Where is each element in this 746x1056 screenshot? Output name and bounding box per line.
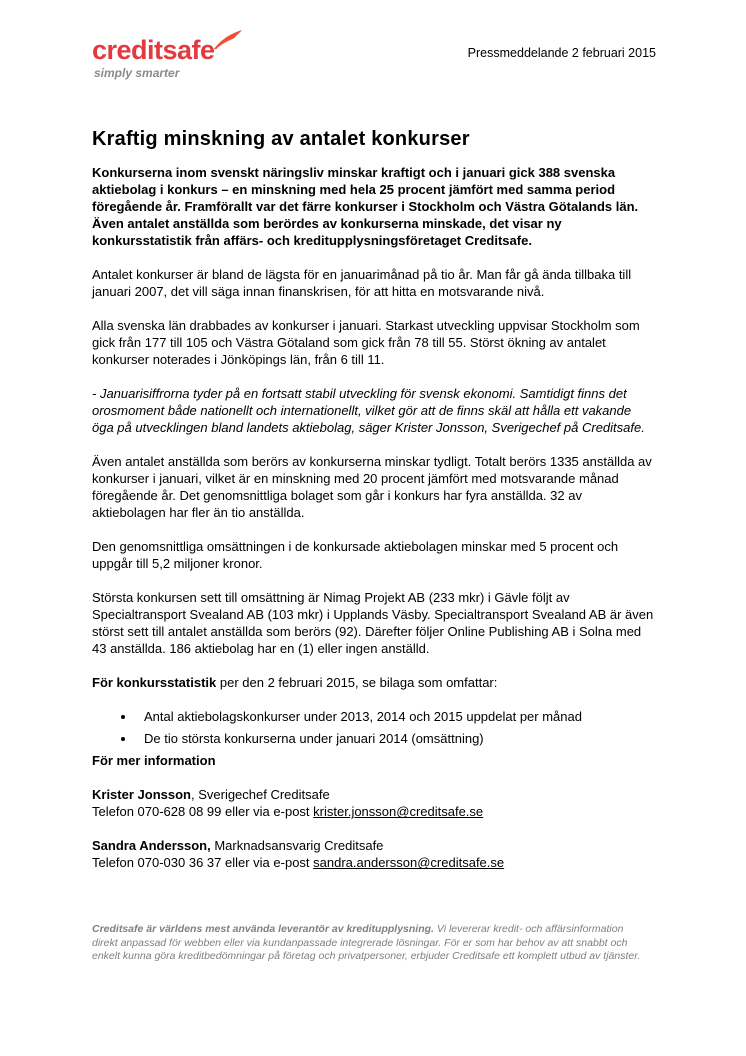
footer-regular-text: Vi levererar kredit- och affärsinformation direkt anpassad för webben eller via kundanpassade integrerade lösningar. För er som har behov av att snabbt och enkelt kunna göra kreditbedömningar på företag och privatpersoner, erbjuder Creditsafe ett komplett utbud av tjänster.: [92, 923, 641, 963]
paragraph-employees: Även antalet anställda som berörs av konkurserna minskar tydligt. Totalt berörs 1335 anställda av konkurser i januari, vilket är en minskning med 20 procent jämfört med motsvarande månad föregående år. Det genomsnittliga bolaget som går i konkurs har fyra anställda. 32 av aktiebolagen har fler än tio anställda.: [92, 454, 652, 521]
more-info-heading: För mer information: [92, 753, 216, 769]
paragraph-turnover: Den genomsnittliga omsättningen i de konkursade aktiebolagen minskar med 5 procent och uppgår till 5,2 miljoner kronor.: [92, 539, 619, 572]
lead-paragraph: Konkurserna inom svenskt näringsliv minskar kraftigt och i januari gick 388 svenska aktiebolag i konkurs – en minskning med hela 25 procent jämfört med samma period föregående år. Framförallt var det färre konkurser i Stockholm och Västra Götalands län. Även antalet anställda som berördes av konkurserna minskade, det visar ny konkursstatistik från affärs- och kreditupplysningsföretaget Creditsafe.: [92, 165, 639, 249]
footer-boilerplate: [92, 923, 652, 964]
contact-name: Sandra Andersson,: [92, 838, 211, 854]
logo-swoosh-icon: [213, 30, 243, 50]
paragraph-largest-bankruptcies: Största konkursen sett till omsättning är Nimag Projekt AB (233 mkr) i Gävle följt av Specialtransport Svealand AB (103 mkr) i Upplands Väsby. Specialtransport Svealand AB är även störst sett till antalet anställda som berörs (92). Därefter följer Online Publishing AB i Solna med 43 anställda. 186 aktiebolag har en (1) eller ingen anställd.: [92, 590, 654, 657]
footer-bold-text: Creditsafe är världens mest använda leverantör av kreditupplysning.: [92, 923, 434, 936]
contact-name: Krister Jonsson: [92, 787, 191, 803]
contact-krister: [92, 786, 656, 820]
page-title: Kraftig minskning av antalet konkurser: [92, 128, 470, 150]
press-release-date: Pressmeddelande 2 februari 2015: [467, 46, 656, 60]
email-link-krister[interactable]: krister.jonsson@creditsafe.se: [313, 804, 484, 820]
contact-sandra: [92, 837, 656, 871]
document-body: [92, 164, 656, 871]
statistics-intro: [92, 674, 656, 691]
contact-phone: Telefon 070-628 08 99 eller via e-post: [92, 804, 314, 820]
paragraph-county-stats: Alla svenska län drabbades av konkurser i januari. Starkast utveckling uppvisar Stockholm som gick från 177 till 105 och Västra Götaland som gick från 78 till 55. Störst ökning av antalet konkurser noterades i Jönköpings län, från 6 till 11.: [92, 318, 640, 368]
list-item: • Antal aktiebolagskonkurser under 2013, 2014 och 2015 uppdelat per månad: [136, 708, 656, 725]
logo-tagline: simply smarter: [94, 66, 180, 80]
contact-role: , Sverigechef Creditsafe: [190, 787, 330, 803]
email-link-sandra[interactable]: sandra.andersson@creditsafe.se: [313, 855, 505, 871]
logo-text: creditsafe: [92, 35, 215, 65]
creditsafe-logo: [92, 30, 243, 80]
statistics-intro-rest: per den 2 februari 2015, se bilaga som omfattar:: [216, 675, 498, 691]
paragraph-january-stats: Antalet konkurser är bland de lägsta för en januarimånad på tio år. Man får gå ända tillbaka till januari 2007, det vill säga innan finanskrisen, för att hitta en motsvarande nivå.: [92, 267, 632, 300]
header: [92, 30, 656, 80]
quote-paragraph: - Januarisiffrorna tyder på en fortsatt stabil utveckling för svensk ekonomi. Samtidigt finns det orosmoment både nationellt och internationellt, vilket gör att de finns skäl att hålla ett vakande öga på utvecklingen bland landets aktiebolag, säger Krister Jonsson, Sverigechef på Creditsafe.: [92, 386, 645, 436]
contact-phone: Telefon 070-030 36 37 eller via e-post: [92, 855, 314, 871]
contact-role: Marknadsansvarig Creditsafe: [210, 838, 384, 854]
list-item: • De tio största konkurserna under januari 2014 (omsättning): [136, 730, 656, 747]
statistics-intro-bold: För konkursstatistik: [92, 675, 217, 691]
attachment-bullet-list: [92, 708, 656, 747]
